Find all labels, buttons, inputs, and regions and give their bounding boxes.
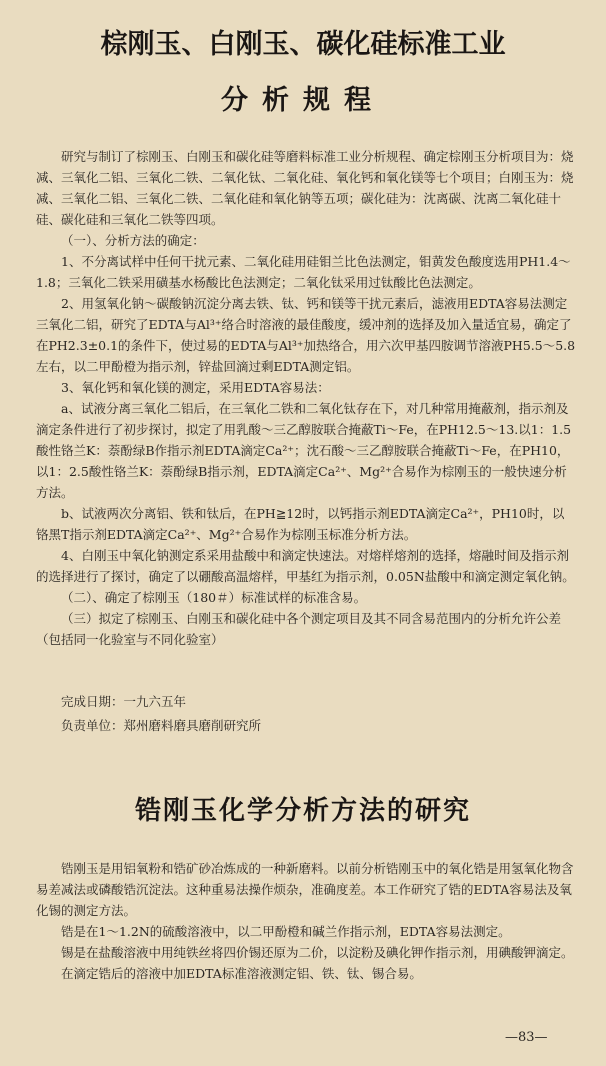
article1-paragraph: 1、不分离试样中任何干扰元素、二氧化硅用硅钼兰比色法测定，钼黄发色酸度选用PH1.4～1.8；三氧化二铁采用磺基水杨酸比色法测定；二氧化钛采用过钛酸比色法测定。 <box>36 254 571 290</box>
article1-paragraph: 2、用氢氧化钠～碳酸钠沉淀分离去铁、钛、钙和镁等干扰元素后，滤液用EDTA容易法测定三氧化二铝，研究了EDTA与Al³⁺络合时溶液的最佳酸度，缓冲剂的选择及加入量适宜易，确定了在PH2.3±0.1的条件下，使过易的EDTA与Al³⁺加热络合，用六次甲基四胺调节溶液PH5.5～5.8左右，以二甲酚橙为指示剂，锌盐回滴过剩EDTA测定铝。 <box>36 296 576 374</box>
article2-body <box>36 858 576 984</box>
article1-paragraph: 3、氧化钙和氧化镁的测定，采用EDTA容易法： <box>61 380 330 395</box>
article1-paragraph: 研究与制订了棕刚玉、白刚玉和碳化硅等磨料标准工业分析规程、确定棕刚玉分析项目为：烧减、三氧化二铝、三氧化二铁、二氧化钛、二氧化硅、氧化钙和氧化镁等七个项目；白刚玉为：烧减、三氧化二铝、三氧化二铁、二氧化硅和氧化钠等五项；碳化硅为：沈离碳、沈离二氧化硅十硅、碳化硅和三氧化二铁等四项。 <box>36 149 574 227</box>
article1-paragraph: b、试液两次分离铝、铁和钛后，在PH≧12时，以钙指示剂EDTA滴定Ca²⁺，PH10时，以铬黑T指示剂EDTA滴定Ca²⁺、Mg²⁺合易作为棕刚玉标准分析方法。 <box>36 506 565 542</box>
article1-paragraph: （一）、分析方法的确定： <box>61 233 205 248</box>
article1-title-line2: 分析规程 <box>221 85 385 116</box>
responsible-unit: 负责单位：郑州磨料磨具磨削研究所 <box>61 718 262 733</box>
article2-paragraph: 锆是在1～1.2N的硫酸溶液中，以二甲酚橙和碱兰作指示剂，EDTA容易法测定。 <box>61 924 511 939</box>
article2-paragraph: 锡是在盐酸溶液中用纯铁丝将四价锡还原为二价，以淀粉及碘化钾作指示剂，用碘酸钾滴定。 <box>61 945 574 960</box>
page-number: —83— <box>505 1030 548 1045</box>
article1-paragraph: a、试液分离三氧化二铝后，在三氧化二铁和二氧化钛存在下，对几种常用掩蔽剂，指示剂及滴定条件进行了初步探讨，拟定了用乳酸～三乙醇胺联合掩蔽Ti～Fe，在PH12.5～13.以1：1.5酸性铬兰K：萘酚绿B作指示剂EDTA滴定Ca²⁺；沈石酸～三乙醇胺联合掩蔽Ti～Fe，在PH10，以1：2.5酸性铬兰K：萘酚绿B指示剂，EDTA滴定Ca²⁺、Mg²⁺合易作为棕刚玉的一般快速分析方法。 <box>36 401 572 500</box>
completion-date: 完成日期：一九六五年 <box>61 694 187 709</box>
article1-paragraph: 4、白刚玉中氧化钠测定系采用盐酸中和滴定快速法。对熔样熔剂的选择，熔融时间及指示剂的选择进行了探讨，确定了以硼酸高温熔样，甲基红为指示剂，0.05N盐酸中和滴定测定氧化钠。 <box>36 548 575 584</box>
article1-body <box>36 146 576 650</box>
article2-title: 锆刚玉化学分析方法的研究 <box>134 796 471 826</box>
article2-paragraph: 锆刚玉是用铝氧粉和锆矿砂冶炼成的一种新磨料。以前分析锆刚玉中的氧化锆是用氢氧化物含易差减法或磷酸锆沉淀法。这种重易法操作烦杂，准确度差。本工作研究了锆的EDTA容易法及氧化锡的测定方法。 <box>36 861 574 918</box>
article1-title-line1: 棕刚玉、白刚玉、碳化硅标准工业 <box>100 29 506 60</box>
article2-paragraph: 在滴定锆后的溶液中加EDTA标准溶液测定铝、铁、钛、锡合易。 <box>61 966 422 981</box>
article1-paragraph: （二）、确定了棕刚玉（180＃）标准试样的标准含易。 <box>61 590 367 605</box>
article1-meta <box>61 690 261 738</box>
article1-paragraph: （三）拟定了棕刚玉、白刚玉和碳化硅中各个测定项目及其不同含易范围内的分析允许公差（包括同一化验室与不同化验室） <box>36 611 562 647</box>
